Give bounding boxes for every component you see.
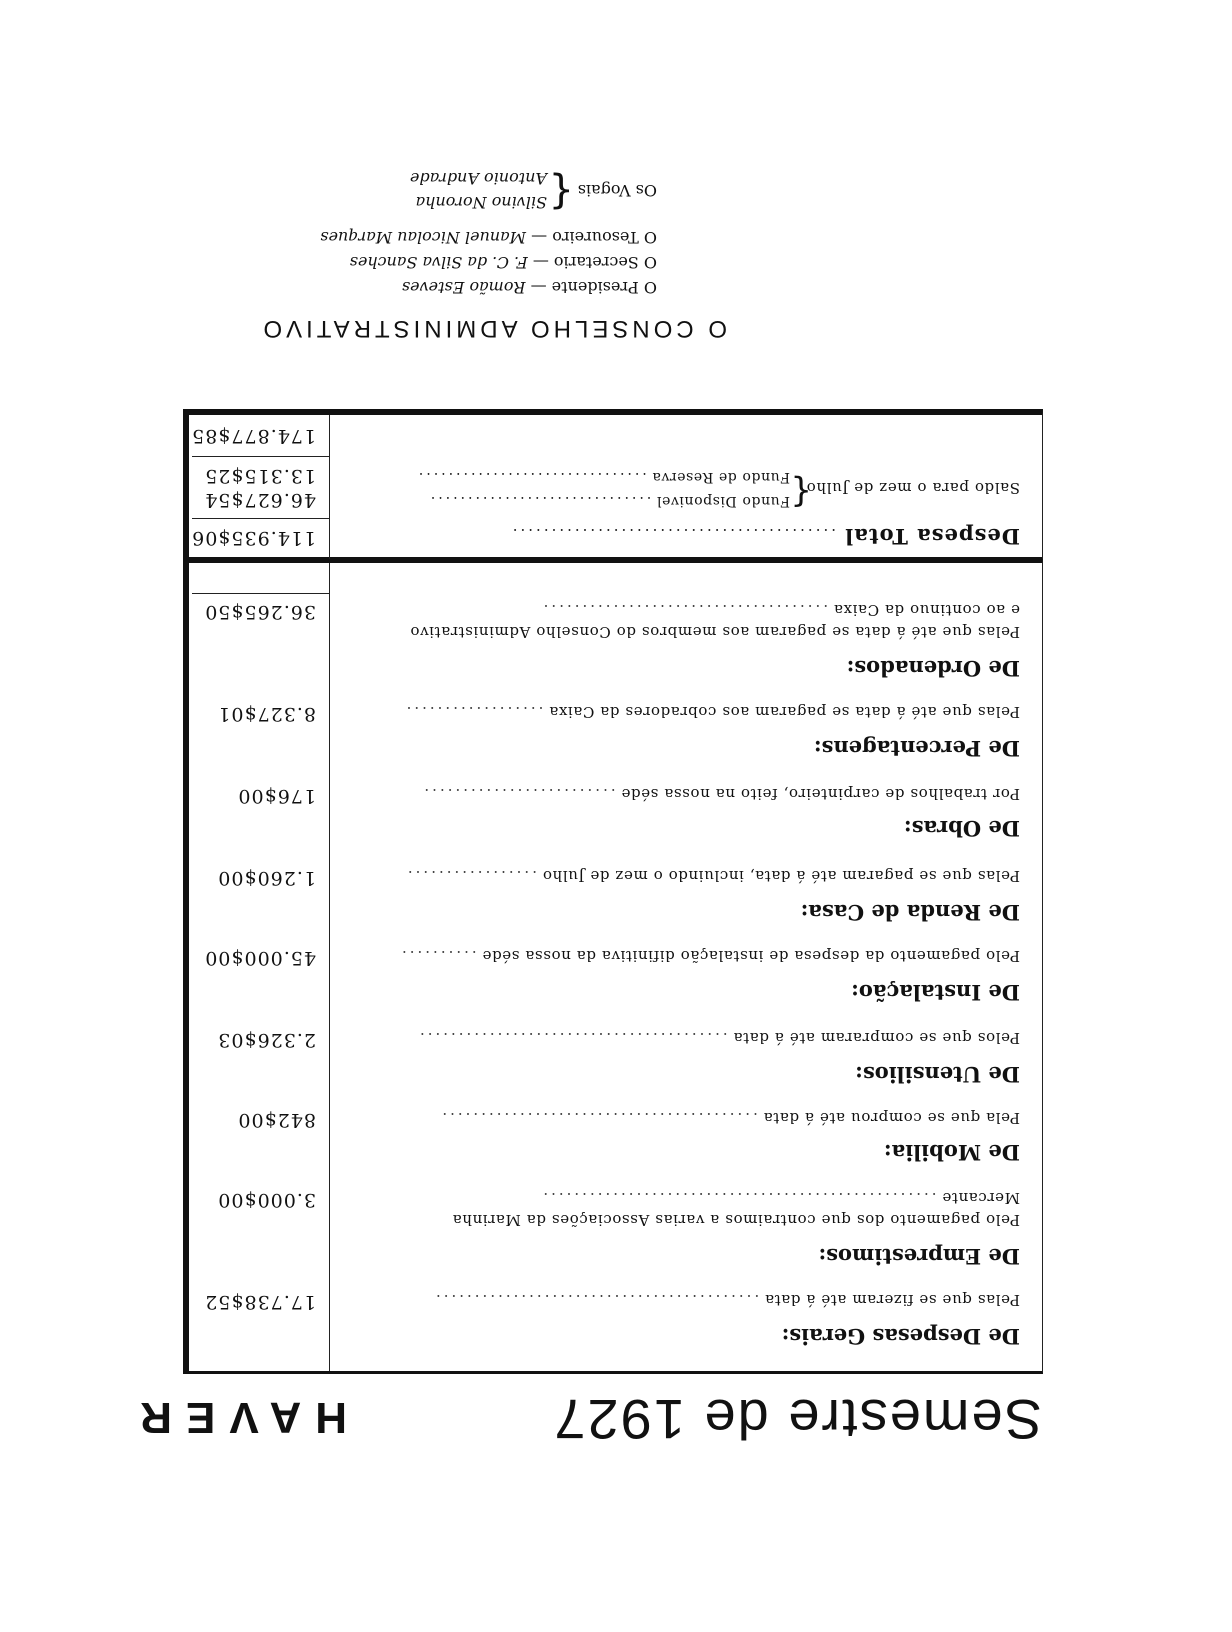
brace-icon: { [790,472,812,512]
line-text [338,1109,1020,1127]
amount-column-rule [329,563,330,1371]
line-text [338,947,1020,965]
column-heading-haver: HAVER [126,1393,347,1442]
leader-dots: ................................................... [540,1189,937,1207]
section-title: De Mobilia: [883,1140,1020,1165]
line-desc: Por trabalhos de carpinteiro, feito na nossa séde [620,785,1020,803]
section-title: De Emprestimos: [818,1244,1020,1269]
signature-presidente [402,278,657,297]
subtotal-rule [192,593,330,594]
amount-column-rule [329,415,330,559]
line-text: Pelo pagamento dos que contraimos a varias Associações da Marinha [452,1211,1020,1229]
line-text [338,785,1020,803]
leader-dots: ......................... [421,785,616,803]
section-title: De Despesas Gerais: [781,1324,1020,1349]
line-text: Pelas que até á data se pagaram aos membros do Conselho Administrativo [409,623,1020,641]
vogal-name: Antonio Andrade [409,169,547,188]
section-title: De Ordenados: [846,656,1020,681]
grand-total-rule [192,456,330,457]
fund-line-reserva [416,469,790,485]
line-text [338,1189,1020,1207]
line-desc: Mercante [941,1189,1020,1207]
section-title: De Renda de Casa: [800,900,1020,925]
balance-label: Saldo para o mez de Julho [806,479,1020,497]
leader-dots: .......................................... [509,525,836,543]
amount-despesa-total: 114.935$06 [191,527,316,549]
amount-instalacao: 45.000$00 [204,947,316,969]
role: O Tesoureiro — [531,228,657,247]
vogais-label: Os Vogais [577,181,657,200]
line-text [338,1291,1020,1309]
line-desc: Pela que se comprou até á data [763,1109,1020,1127]
line-text [338,601,1020,619]
amount-mobilia: 842$00 [237,1109,316,1131]
vogais-names [410,166,547,214]
line-text [338,867,1020,885]
leader-dots: .......................................... [432,1291,760,1309]
page-title: Semestre de 1927 [552,1388,1042,1451]
leader-dots: ..................................... [540,601,829,619]
amount-fundo-disponivel: 46.627$54 [204,489,316,511]
fund-line-disponivel [428,493,790,509]
leader-dots: .................. [403,703,544,721]
line-desc: Pelos que se compraram até á data [733,1029,1020,1047]
section-title: De Utensilios: [855,1062,1020,1087]
leader-dots: ............................... [415,469,647,485]
ledger-table [183,557,1043,1374]
amount-fundo-reserva: 13.315$25 [204,465,316,487]
leader-dots: .......... [398,947,477,965]
ledger-totals [183,409,1043,559]
fund-label: Fundo de Reserva [651,469,790,485]
amount-ordenados: 36.265$50 [204,601,316,623]
line-desc: Pelas que até á data se pagaram aos cobradores da Caixa [548,703,1020,721]
amount-obras: 176$00 [237,785,316,807]
total-row [510,524,1020,549]
name: Manuel Nicolau Marques [320,228,527,247]
amount-grand-total: 174.877$85 [191,425,316,447]
leader-dots: ................. [404,867,537,885]
amount-utensilios: 2.326$03 [217,1029,316,1051]
total-label: Despesa Total [844,524,1020,549]
leader-dots: ........................................ [416,1029,728,1047]
line-desc: e ao continuo da Caixa [833,601,1020,619]
line-desc: Pelo pagamento da despesa de instalação difinitiva da nossa séde [482,947,1020,965]
name: F. C. da Silva Sanches [349,253,528,272]
amount-despesas-gerais: 17.738$52 [204,1291,316,1313]
signature-secretario [350,253,657,272]
fund-label: Fundo Disponivel [656,493,790,509]
role: O Presidente — [530,278,657,297]
role: O Secretario — [532,253,657,272]
total-rule [192,518,330,519]
section-title: De Instalação: [851,980,1020,1005]
amount-renda-de-casa: 1.260$00 [217,867,316,889]
section-title: De Obras: [903,816,1020,841]
vogal-name: Silvino Noronha [415,193,547,212]
name: Romão Esteves [401,278,526,297]
council-title: O CONSELHO ADMINISTRATIVO [259,315,727,342]
brace-icon: { [548,169,574,215]
amount-emprestimos: 3.000$00 [217,1189,316,1211]
page-header [0,1372,1232,1452]
leader-dots: .............................. [427,493,652,509]
signature-tesoureiro [320,228,657,247]
line-desc: Pelas que se fizeram até á data [764,1291,1020,1309]
amount-percentagens: 8.327$01 [217,703,316,725]
leader-dots: ......................................... [439,1109,758,1127]
section-title: De Percentagens: [813,736,1020,761]
line-desc: Pelas que se pagaram até á data, incluindo o mez de Julho [542,867,1020,885]
line-text [338,703,1020,721]
line-text [338,1029,1020,1047]
